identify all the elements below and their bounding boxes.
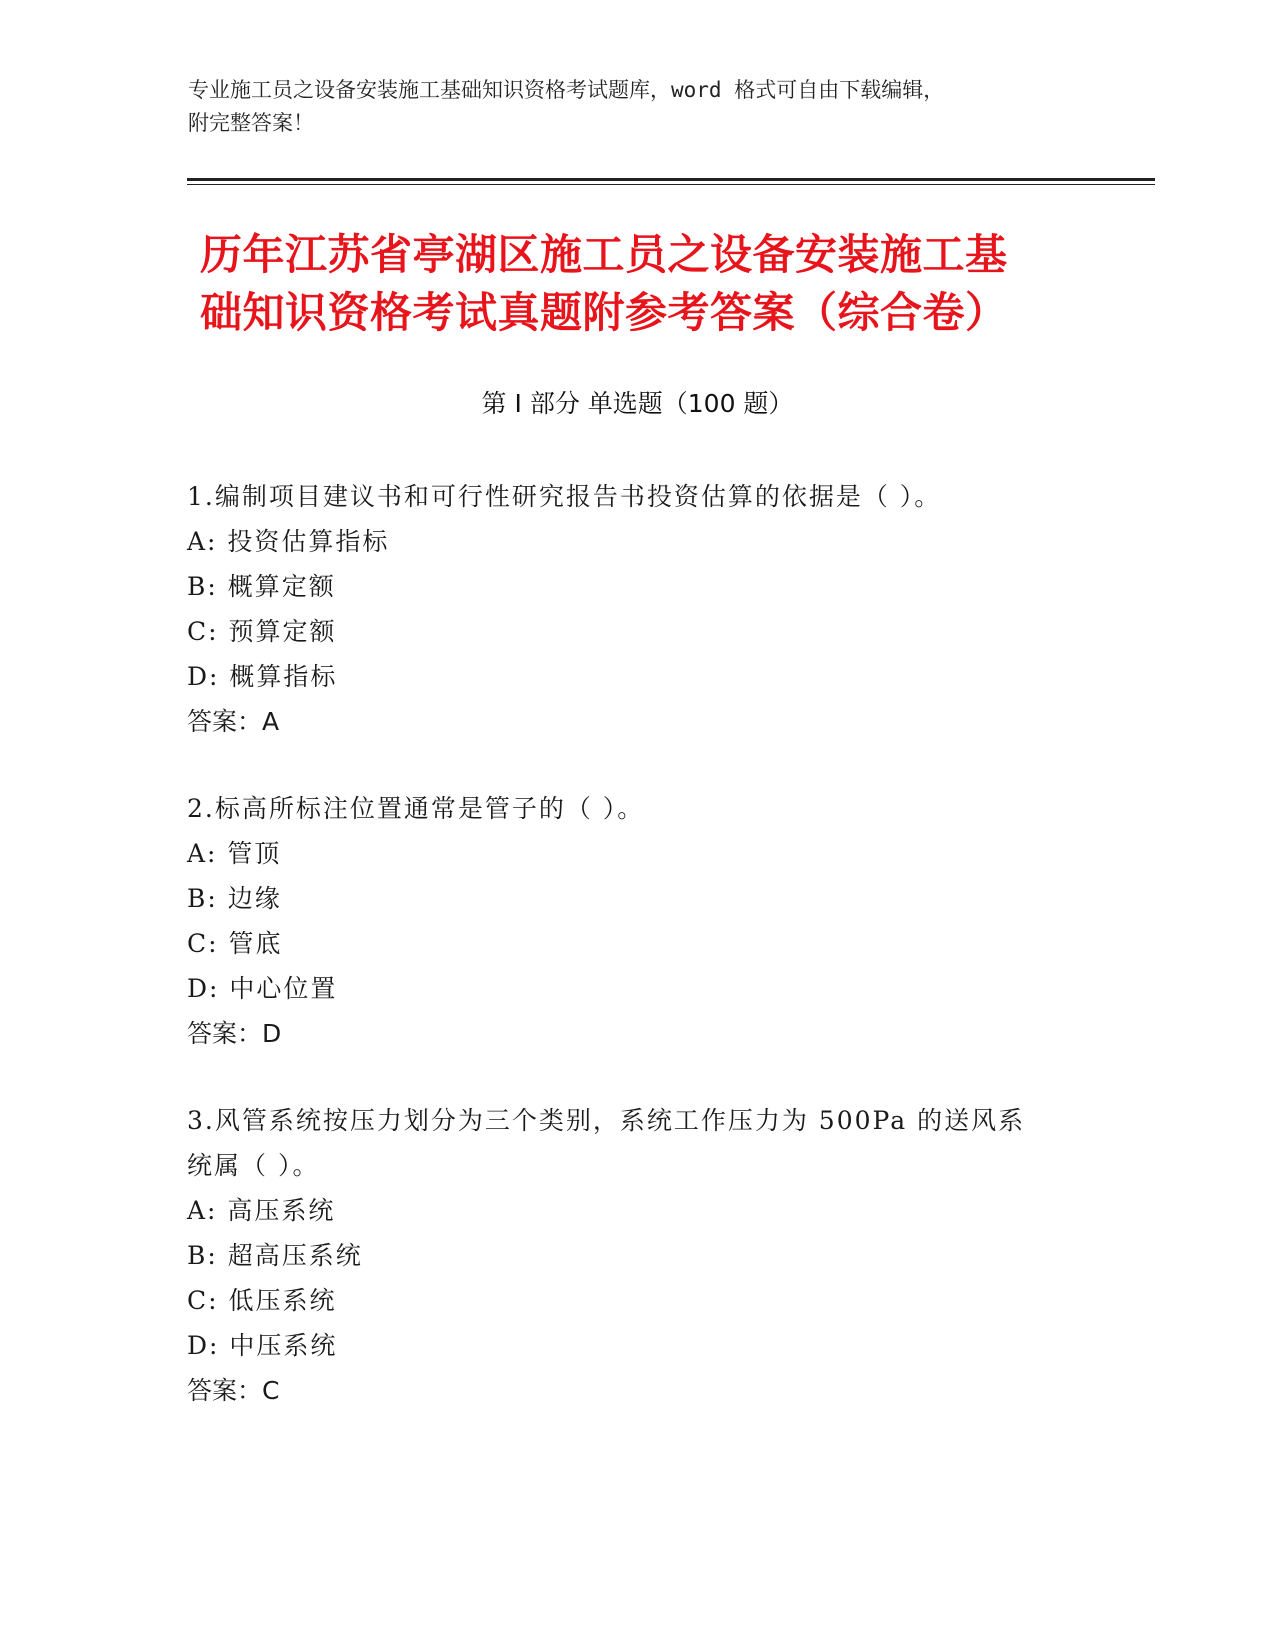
option-b: B: 边缘: [187, 884, 282, 913]
option-a: A: 管顶: [187, 839, 282, 868]
header-note: [188, 74, 1088, 140]
question-stem: 2.标高所标注位置通常是管子的（ ）。: [187, 794, 645, 823]
question-list: [187, 474, 1087, 1455]
answer: 答案：A: [187, 707, 280, 736]
header-divider-thick: [187, 178, 1155, 181]
option-b: B: 超高压系统: [187, 1241, 363, 1270]
question-2: [187, 786, 1087, 1056]
section-heading: 第 I 部分 单选题（100 题）: [481, 389, 794, 418]
answer: 答案：C: [187, 1376, 280, 1405]
question-stem-continued: 统属（ ）。: [187, 1151, 320, 1180]
answer: 答案：D: [187, 1019, 282, 1048]
option-a: A: 高压系统: [187, 1196, 336, 1225]
document-title-line-2: 础知识资格考试真题附参考答案（综合卷）: [200, 288, 1008, 337]
document-title: [200, 226, 1100, 342]
option-d: D: 中心位置: [187, 974, 338, 1003]
option-d: D: 概算指标: [187, 662, 338, 691]
question-1: [187, 474, 1087, 744]
option-b: B: 概算定额: [187, 572, 336, 601]
question-stem: 3.风管系统按压力划分为三个类别，系统工作压力为 500Pa 的送风系: [187, 1106, 1026, 1135]
question-stem: 1.编制项目建议书和可行性研究报告书投资估算的依据是（ ）。: [187, 482, 942, 511]
question-3: [187, 1098, 1087, 1413]
option-d: D: 中压系统: [187, 1331, 338, 1360]
header-divider-thin: [187, 184, 1155, 185]
option-c: C: 低压系统: [187, 1286, 337, 1315]
option-c: C: 管底: [187, 929, 283, 958]
document-title-line-1: 历年江苏省亭湖区施工员之设备安装施工基: [200, 230, 1008, 279]
header-note-line-2: 附完整答案！: [188, 111, 314, 135]
option-c: C: 预算定额: [187, 617, 337, 646]
header-note-line-1: 专业施工员之设备安装施工基础知识资格考试题库，word 格式可自由下载编辑，: [188, 78, 945, 102]
option-a: A: 投资估算指标: [187, 527, 390, 556]
